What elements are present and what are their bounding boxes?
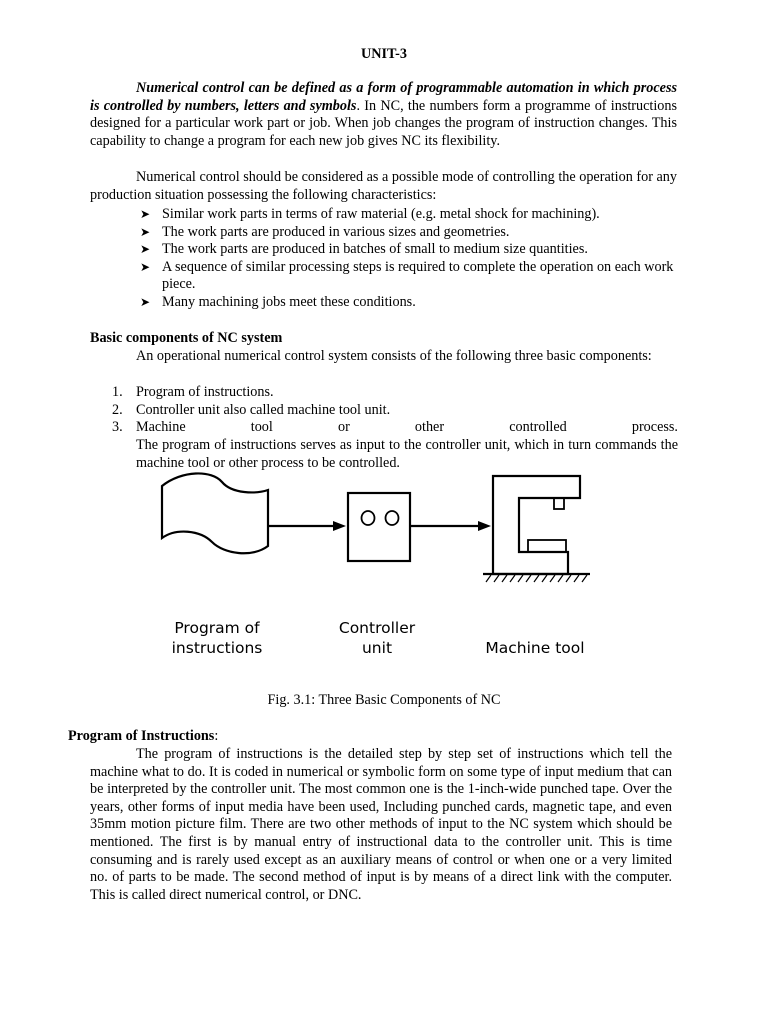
program-of-instructions-paragraph: The program of instructions is the detailed step by step set of instructions which tell the machine what to do. It is coded in numerical or symbolic form on some type of input medium that can be interpreted by the controller unit. The most common one is the 1-inch-wide punched tape. Over the years, other forms of input media have been used, Including punched cards, magnetic tape, and even 35mm motion picture film. There are two other methods of input to the NC system which should be mentioned. The first is by manual entry of instructional data to the controller unit. This is time consuming and is rarely used except as an auxiliary means of control or when one or a very limited no. of parts to be made. The second method of input is by means of a direct link with the computer. This is called direct numerical control, or DNC. bbox=[90, 746, 672, 903]
intro-paragraph bbox=[90, 80, 677, 150]
arrow-bullet-icon: ➤ bbox=[140, 242, 151, 257]
list-item: ➤ A sequence of similar processing steps is required to complete the operation on each work piece. bbox=[140, 258, 674, 293]
arrowhead-icon bbox=[478, 521, 491, 531]
ground-hatch bbox=[486, 575, 587, 582]
intro-rest: . In NC, the numbers form a programme of instructions designed for a particular work part or job. When job changes the program of instruction changes. This capability to change a program for each new job gives NC its flexibility. bbox=[90, 97, 678, 149]
list-item: 3. Machine tool or other controlled process. bbox=[112, 419, 678, 436]
list-item: ➤ Many machining jobs meet these conditions. bbox=[140, 293, 416, 310]
controller-knob-icon bbox=[362, 511, 375, 525]
punched-tape-shape bbox=[162, 473, 268, 553]
controller-knob-icon bbox=[386, 511, 399, 525]
label-program-of-instructions: Program of instructions bbox=[171, 619, 263, 657]
machine-workpiece bbox=[528, 540, 566, 552]
section-heading-program: Program of Instructions: bbox=[68, 728, 219, 744]
arrowhead-icon bbox=[333, 521, 346, 531]
program-input-paragraph: The program of instructions serves as input to the controller unit, which in turn commands the machine tool or other process to be controlled. bbox=[136, 437, 678, 471]
machine-spindle bbox=[554, 498, 564, 509]
label-machine-tool: Machine tool bbox=[485, 639, 585, 657]
characteristics-list bbox=[140, 206, 678, 312]
label-controller-unit: Controller unit bbox=[338, 619, 416, 657]
characteristics-paragraph: Numerical control should be considered as a possible mode of controlling the operation for any production situation possessing the following characteristics: bbox=[90, 169, 677, 203]
nc-diagram bbox=[150, 472, 600, 607]
list-item: 1. Program of instructions. bbox=[112, 384, 274, 400]
arrow-bullet-icon: ➤ bbox=[140, 259, 151, 274]
list-item: ➤ The work parts are produced in batches of small to medium size quantities. bbox=[140, 241, 588, 258]
arrow-bullet-icon: ➤ bbox=[140, 294, 151, 309]
page-title: UNIT-3 bbox=[361, 46, 407, 62]
controller-box bbox=[348, 493, 410, 561]
basic-intro-paragraph: An operational numerical control system consists of the following three basic components: bbox=[136, 348, 652, 364]
list-item: 2. Controller unit also called machine tool unit. bbox=[112, 401, 391, 418]
components-list bbox=[112, 384, 678, 437]
arrow-bullet-icon: ➤ bbox=[140, 224, 151, 239]
item3-text: Machine tool or other controlled process. bbox=[136, 419, 678, 436]
list-item: ➤ Similar work parts in terms of raw material (e.g. metal shock for machining). bbox=[140, 206, 600, 222]
nc-components-figure bbox=[150, 472, 600, 672]
machine-tool-frame bbox=[493, 476, 580, 574]
list-item: ➤ The work parts are produced in various sizes and geometries. bbox=[140, 223, 510, 240]
figure-caption: Fig. 3.1: Three Basic Components of NC bbox=[267, 692, 501, 708]
section-heading-basic-components: Basic components of NC system bbox=[90, 330, 283, 346]
nc-definition: Numerical control can be defined as a form of programmable automation in which process is controlled by numbers, letters and symbols bbox=[90, 80, 677, 114]
arrow-bullet-icon: ➤ bbox=[140, 207, 151, 221]
